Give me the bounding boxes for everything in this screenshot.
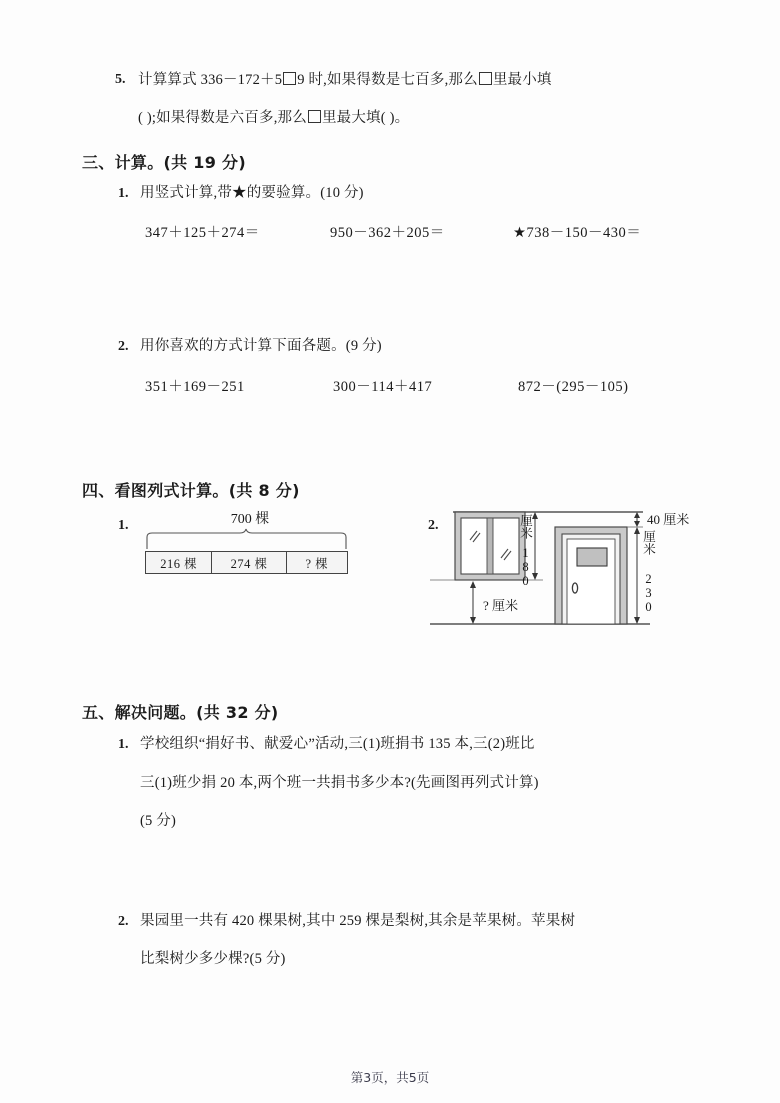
section-5-q1-line-2: 三(1)班少捐 20 本,两个班一共捐书多少本?(先画图再列式计算) xyxy=(140,775,539,791)
bar-total-label: 700 棵 xyxy=(230,512,270,527)
window-gap-label: ? 厘米 xyxy=(483,598,519,613)
section-3-q1-expression-2: 950－362＋205＝ xyxy=(330,225,445,241)
section-5-q2-line-2: 比梨树少多少棵?(5 分) xyxy=(140,951,286,967)
section-5-q2-number: 2. xyxy=(118,914,129,929)
section-3-q1-expression-3: ★738－150－430＝ xyxy=(513,225,642,241)
section-3-q1-number: 1. xyxy=(118,186,129,201)
answer-box-icon xyxy=(479,72,492,85)
bar-model-table xyxy=(145,551,348,574)
question-5-line-2-part-a: ( );如果得数是六百多,那么 xyxy=(138,110,307,126)
section-3-q2-expression-2: 300－114＋417 xyxy=(333,379,433,395)
answer-box-icon xyxy=(308,110,321,123)
section-3-q1-text: 用竖式计算,带★的要验算。(10 分) xyxy=(140,185,364,201)
page-footer: 第3页，共5页 xyxy=(350,1070,430,1085)
bar-cell-2: 274 棵 xyxy=(212,552,286,573)
section-3-heading: 三、计算。(共 19 分) xyxy=(82,153,246,172)
section-5-q1-line-3: (5 分) xyxy=(140,813,177,829)
question-5-line-1 xyxy=(138,72,552,88)
question-5-number: 5. xyxy=(115,72,126,87)
question-5-line-1-part-a: 计算算式 336－172＋5 xyxy=(138,72,283,88)
window-height-unit-label: 厘米 xyxy=(518,514,533,539)
bar-cell-1: 216 棵 xyxy=(146,552,212,573)
question-5-line-2 xyxy=(138,110,409,126)
question-5-line-1-part-b: 9 时,如果得数是七百多,那么 xyxy=(297,72,478,88)
window-door-diagram xyxy=(425,500,690,635)
question-5-line-2-part-b: 里最大填( )。 xyxy=(321,110,410,126)
question-5-line-1-part-c: 里最小填 xyxy=(492,72,552,88)
section-5-q1-number: 1. xyxy=(118,737,129,752)
section-3-q2-expression-1: 351＋169－251 xyxy=(145,379,245,395)
section-3-q1-expression-1: 347＋125＋274＝ xyxy=(145,225,260,241)
section-5-q2-line-1: 果园里一共有 420 棵果树,其中 259 棵是梨树,其余是苹果树。苹果树 xyxy=(140,913,576,929)
bar-model-diagram xyxy=(145,508,355,580)
section-3-q2-expression-3: 872－(295－105) xyxy=(518,379,629,395)
bar-cell-3: ? 棵 xyxy=(305,556,329,571)
answer-box-icon xyxy=(283,72,296,85)
section-5-heading: 五、解决问题。(共 32 分) xyxy=(82,703,279,722)
door-height-unit-label: 厘米 xyxy=(641,530,656,555)
top-gap-label: 40 厘米 xyxy=(647,512,690,527)
brace-icon xyxy=(145,528,348,550)
section-4-q2-number: 2. xyxy=(428,518,439,533)
door-height-value-label: 230 xyxy=(641,572,656,614)
section-3-q2-text: 用你喜欢的方式计算下面各题。(9 分) xyxy=(140,338,382,354)
window-height-value-label: 180 xyxy=(518,546,533,588)
section-4-heading: 四、看图列式计算。(共 8 分) xyxy=(82,481,300,500)
section-3-q2-number: 2. xyxy=(118,339,129,354)
section-4-q1-number: 1. xyxy=(118,518,129,533)
section-5-q1-line-1: 学校组织“捐好书、献爱心”活动,三(1)班捐书 135 本,三(2)班比 xyxy=(140,736,535,752)
